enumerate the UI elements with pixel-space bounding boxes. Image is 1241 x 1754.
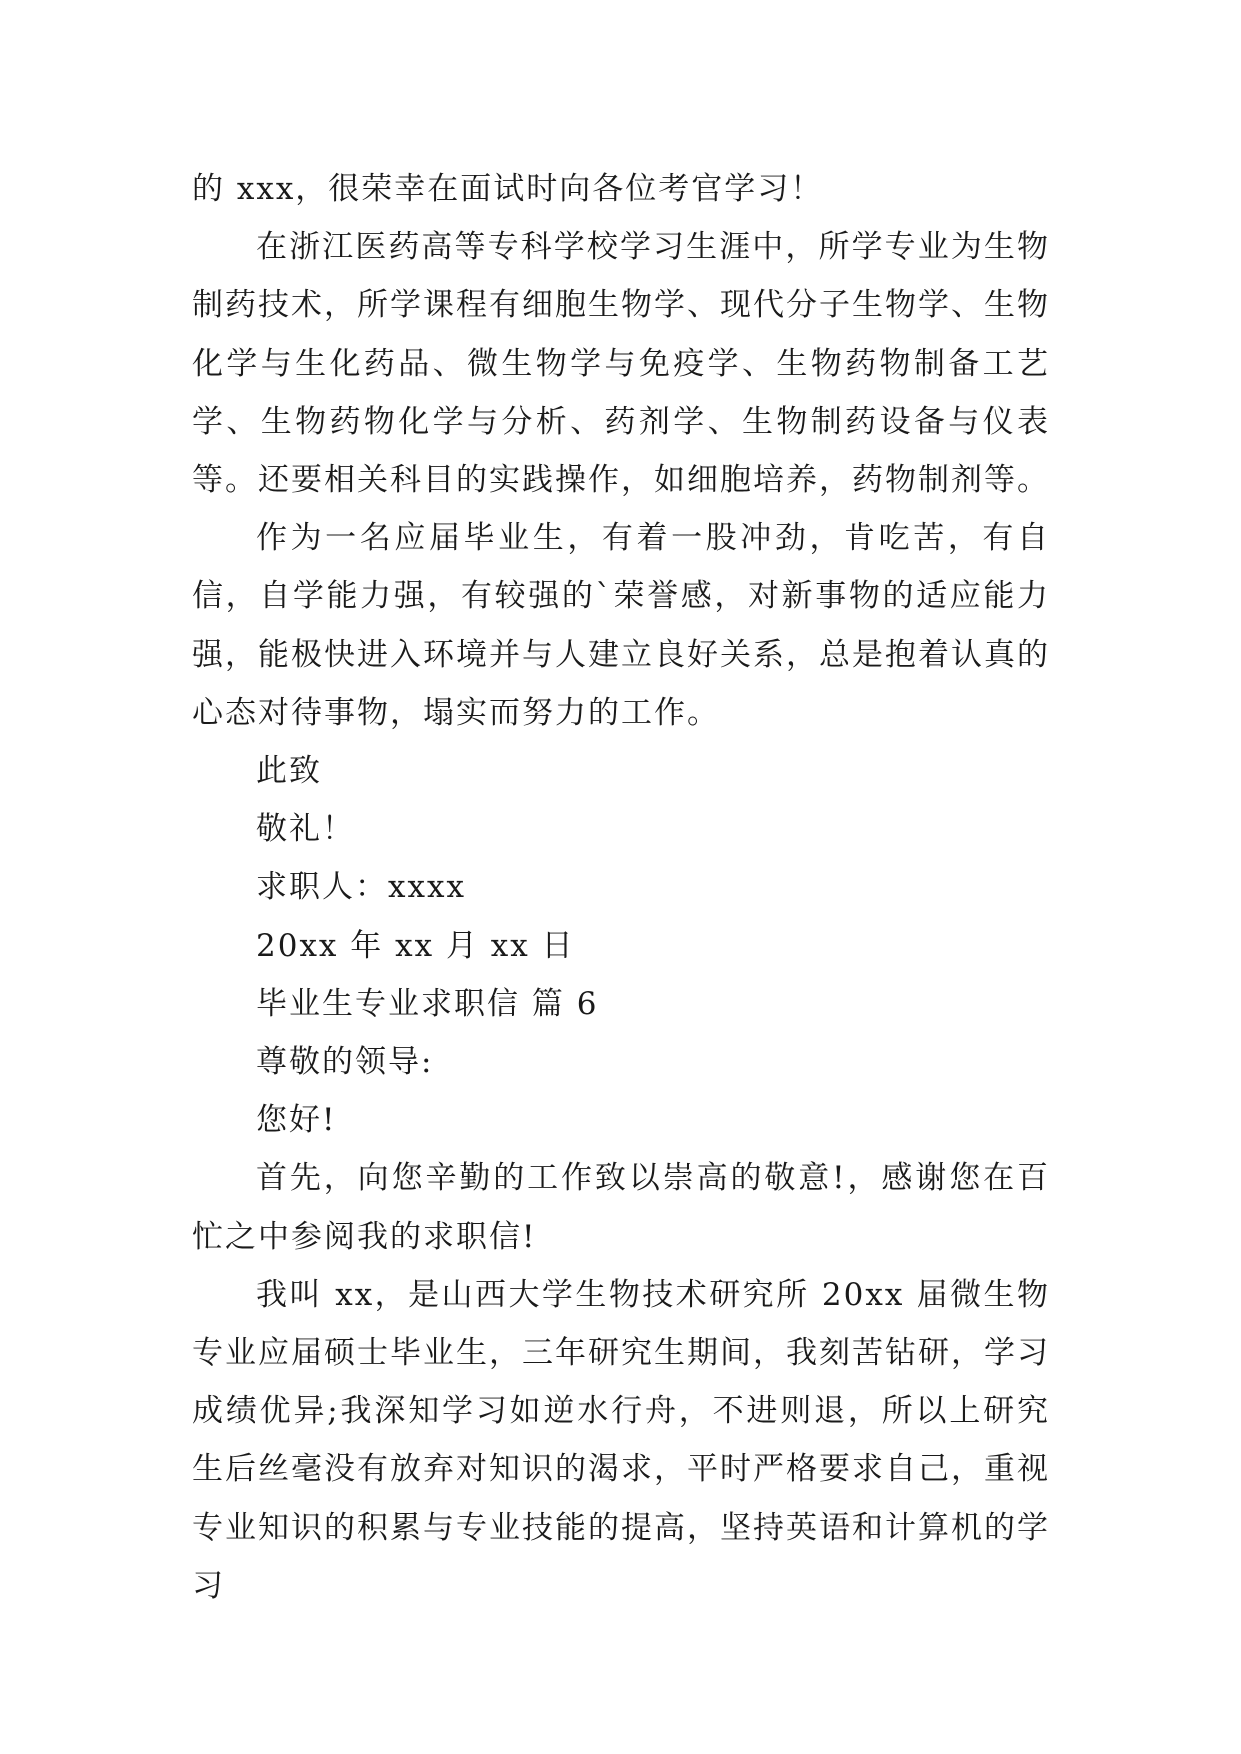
letter-hello: 您好! [256,1102,337,1139]
paragraph-intro-ending: 的 xxx，很荣幸在面试时向各位考官学习！ [192,171,824,207]
closing-regards: 敬礼！ [256,811,355,848]
applicant-signature: 求职人：xxxx [256,869,466,906]
section-heading: 毕业生专业求职信 篇 6 [256,985,599,1022]
letter-greeting: 尊敬的领导: [256,1044,434,1081]
paragraph-self-intro: 我叫 xx，是山西大学生物技术研究所 20xx 届微生物专业应届硕士毕业生，三年研究生期间，我刻苦钻研，学习成绩优异;我深知学习如逆水行舟，不进则退，所以上研究生后丝毫没有放弃对知识的渴求，平时严格要求自己，重视专业知识的积累与专业技能的提高，坚持英语和计算机的学习 [192,1276,1050,1604]
paragraph-education: 在浙江医药高等专科学校学习生涯中，所学专业为生物制药技术，所学课程有细胞生物学、现代分子生物学、生物化学与生化药品、微生物学与免疫学、生物药物制备工艺学、生物药物化学与分析、药剂学、生物制药设备与仪表等。还要相关科目的实践操作，如细胞培养，药物制剂等。 [192,229,1050,499]
document-body [192,160,1050,1615]
paragraph-thanks: 首先，向您辛勤的工作致以崇高的敬意!，感谢您在百忙之中参阅我的求职信! [192,1160,1050,1255]
letter-date: 20xx 年 xx 月 xx 日 [256,927,575,964]
paragraph-personality: 作为一名应届毕业生，有着一股冲劲，肯吃苦，有自信，自学能力强，有较强的`荣誉感，对新事物的适应能力强，能极快进入环境并与人建立良好关系，总是抱着认真的心态对待事物，塌实而努力的工作。 [192,520,1050,731]
closing-salutation: 此致 [256,753,322,790]
